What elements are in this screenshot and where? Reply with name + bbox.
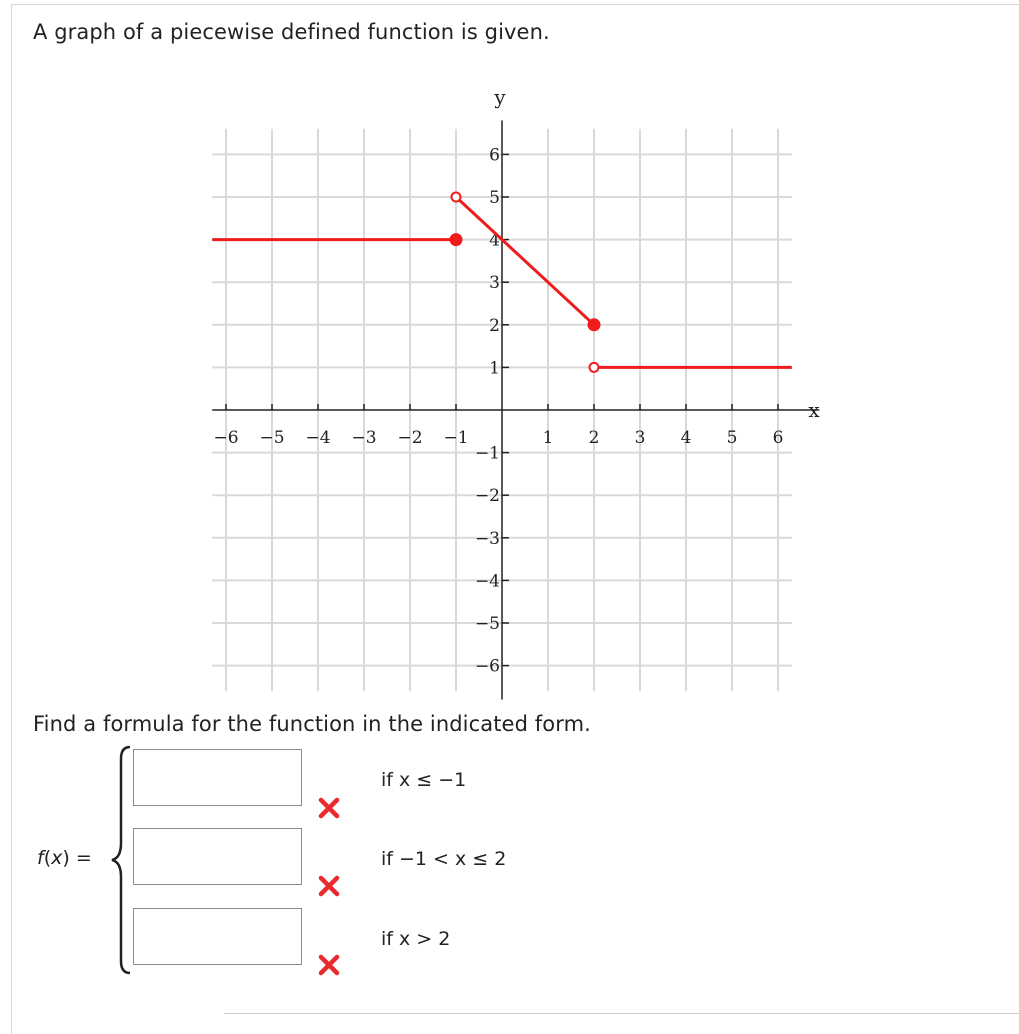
y-tick-label: 2 <box>489 315 500 336</box>
x-tick-label: −2 <box>397 428 423 448</box>
x-tick-label: 1 <box>542 428 554 448</box>
question-prompt: Find a formula for the function in the indicated form. <box>33 712 591 736</box>
divider <box>224 1013 1019 1014</box>
closed-endpoint <box>451 234 462 245</box>
function-name: f(x) = <box>37 847 92 869</box>
y-tick-label: 5 <box>489 188 500 208</box>
x-tick-label: 5 <box>726 428 738 448</box>
red-x-icon <box>317 953 341 977</box>
y-tick-label: −2 <box>474 486 500 507</box>
closed-endpoint <box>589 319 600 330</box>
x-tick-label: 6 <box>772 428 784 448</box>
red-x-icon <box>317 796 341 820</box>
condition-3: if x > 2 <box>381 928 451 950</box>
red-x-icon <box>317 874 341 898</box>
y-tick-label: −1 <box>474 443 500 464</box>
condition-2: if −1 < x ≤ 2 <box>381 848 507 870</box>
y-tick-label: 1 <box>489 358 500 379</box>
answer-input-1[interactable] <box>133 749 302 806</box>
x-tick-label: −4 <box>305 428 331 448</box>
x-tick-label: −6 <box>213 428 239 448</box>
y-tick-label: 4 <box>489 230 500 251</box>
open-endpoint <box>590 363 599 372</box>
x-tick-label: 4 <box>680 428 692 448</box>
open-endpoint <box>452 193 461 202</box>
y-tick-label: 6 <box>489 145 500 166</box>
axes <box>212 85 820 700</box>
x-tick-label: 3 <box>634 428 646 448</box>
x-tick-label: 2 <box>588 428 600 448</box>
y-axis-label: y <box>494 85 506 109</box>
x-axis-label: x <box>808 398 820 422</box>
y-tick-label: 3 <box>489 273 500 294</box>
ticks <box>213 145 783 676</box>
y-tick-label: −3 <box>474 528 500 549</box>
y-tick-label: −4 <box>474 571 500 592</box>
left-brace <box>110 745 134 975</box>
y-tick-label: −6 <box>474 656 500 677</box>
x-tick-label: −3 <box>351 428 377 448</box>
function-label <box>37 847 92 869</box>
answer-input-3[interactable] <box>133 908 302 965</box>
x-tick-label: −1 <box>443 428 469 448</box>
x-tick-label: −5 <box>259 428 285 448</box>
question-intro: A graph of a piecewise defined function is given. <box>33 20 550 44</box>
condition-1: if x ≤ −1 <box>381 769 467 791</box>
answer-input-2[interactable] <box>133 828 302 885</box>
y-tick-label: −5 <box>474 614 500 634</box>
curve-segment <box>456 197 594 325</box>
